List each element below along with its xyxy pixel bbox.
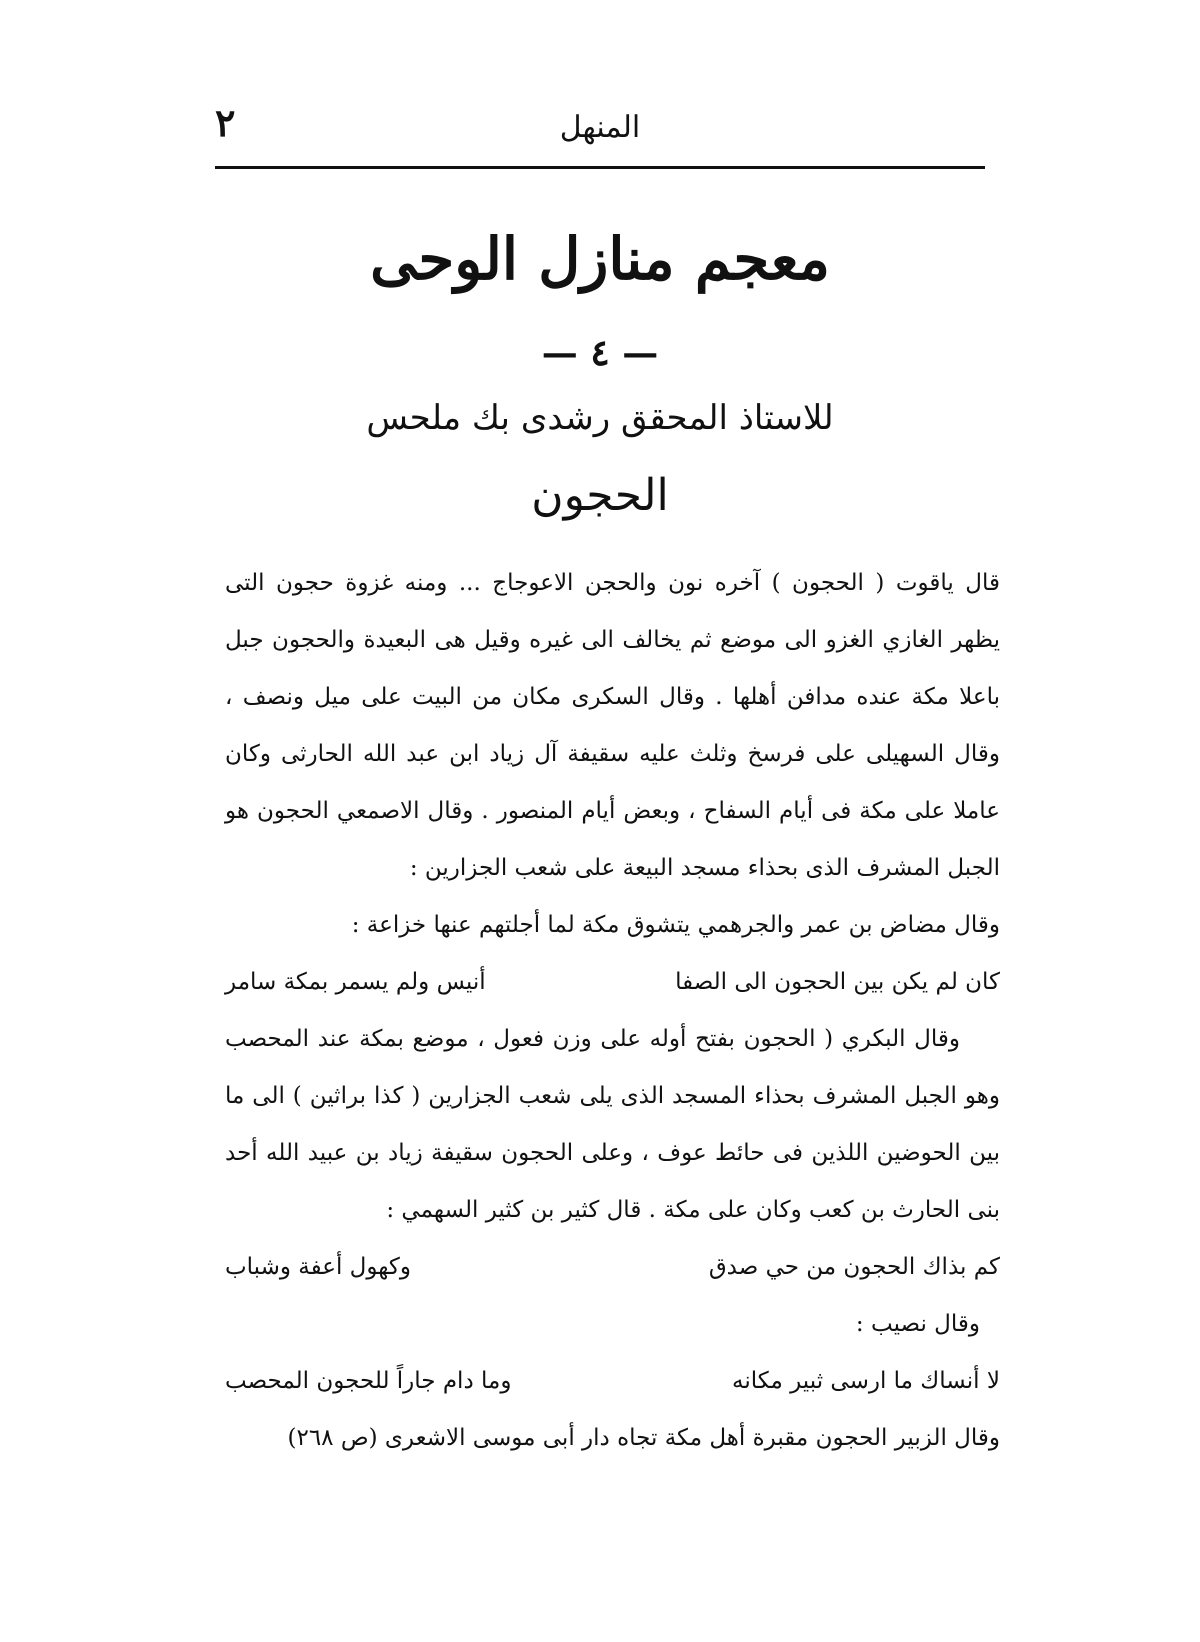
paragraph-2: وقال البكري ( الحجون بفتح أوله على وزن فعول ، موضع بمكة عند المحصب وهو الجبل المشرف بحذاء المسجد الذى يلى شعب الجزارين ( كذا براثين ) الى ما بين الحوضين اللذين فى حائط عوف ، وعلى الحجون سقيفة زياد بن عبيد الله أحد بنى الحارث بن كعب وكان على مكة . قال كثير بن كثير السهمي :: [225, 1026, 1000, 1223]
verse-1-second-hemistich: أنيس ولم يسمر بمكة سامر: [225, 969, 486, 995]
paragraph-1-end: وقال مضاض بن عمر والجرهمي يتشوق مكة لما أجلتهم عنها خزاعة :: [351, 912, 1000, 938]
verse-2-second-hemistich: وكهول أعفة وشباب: [225, 1254, 411, 1280]
paragraph-1: قال ياقوت ( الحجون ) آخره نون والحجن الاعوجاج ... ومنه غزوة حجون التى يظهر الغازي الغزو الى موضع ثم يخالف الى غيره وقيل هى البعيدة والحجون جبل باعلا مكة عنده مدافن أهلها . وقال السكرى مكان من البيت على ميل ونصف ، وقال السهيلى على فرسخ وثلث عليه سقيفة آل زياد ابن عبد الله الحارثى وكان عاملا على مكة فى أيام السفاح ، وبعض أيام المنصور . وقال الاصمعي الحجون هو الجبل المشرف الذى بحذاء مسجد البيعة على شعب الجزارين :: [225, 570, 1000, 881]
verse-1: [225, 954, 1000, 1011]
verse-3-intro: وقال نصيب :: [855, 1311, 980, 1337]
verse-2-first-hemistich: كم بذاك الحجون من حي صدق: [708, 1254, 1000, 1280]
section-heading: الحجون: [531, 470, 669, 521]
verse-3: [225, 1353, 1000, 1410]
running-title: المنهل: [559, 110, 641, 145]
part-number: — ٤ —: [541, 332, 659, 374]
article-title: معجم منازل الوحى: [370, 225, 830, 293]
paragraph-3: وقال الزبير الحجون مقبرة أهل مكة تجاه دار أبى موسى الاشعرى (ص ٢٦٨): [287, 1425, 1000, 1451]
page-header: [215, 100, 985, 160]
header-divider: [215, 166, 985, 169]
verse-1-first-hemistich: كان لم يكن بين الحجون الى الصفا: [675, 969, 1000, 995]
author-line: للاستاذ المحقق رشدى بك ملحس: [366, 398, 834, 438]
verse-3-first-hemistich: لا أنساك ما ارسى ثبير مكانه: [732, 1368, 1000, 1394]
page-number: ٢: [215, 100, 236, 145]
verse-3-second-hemistich: وما دام جاراً للحجون المحصب: [225, 1368, 512, 1394]
article-body: [225, 555, 1000, 1467]
verse-2: [225, 1239, 1000, 1296]
